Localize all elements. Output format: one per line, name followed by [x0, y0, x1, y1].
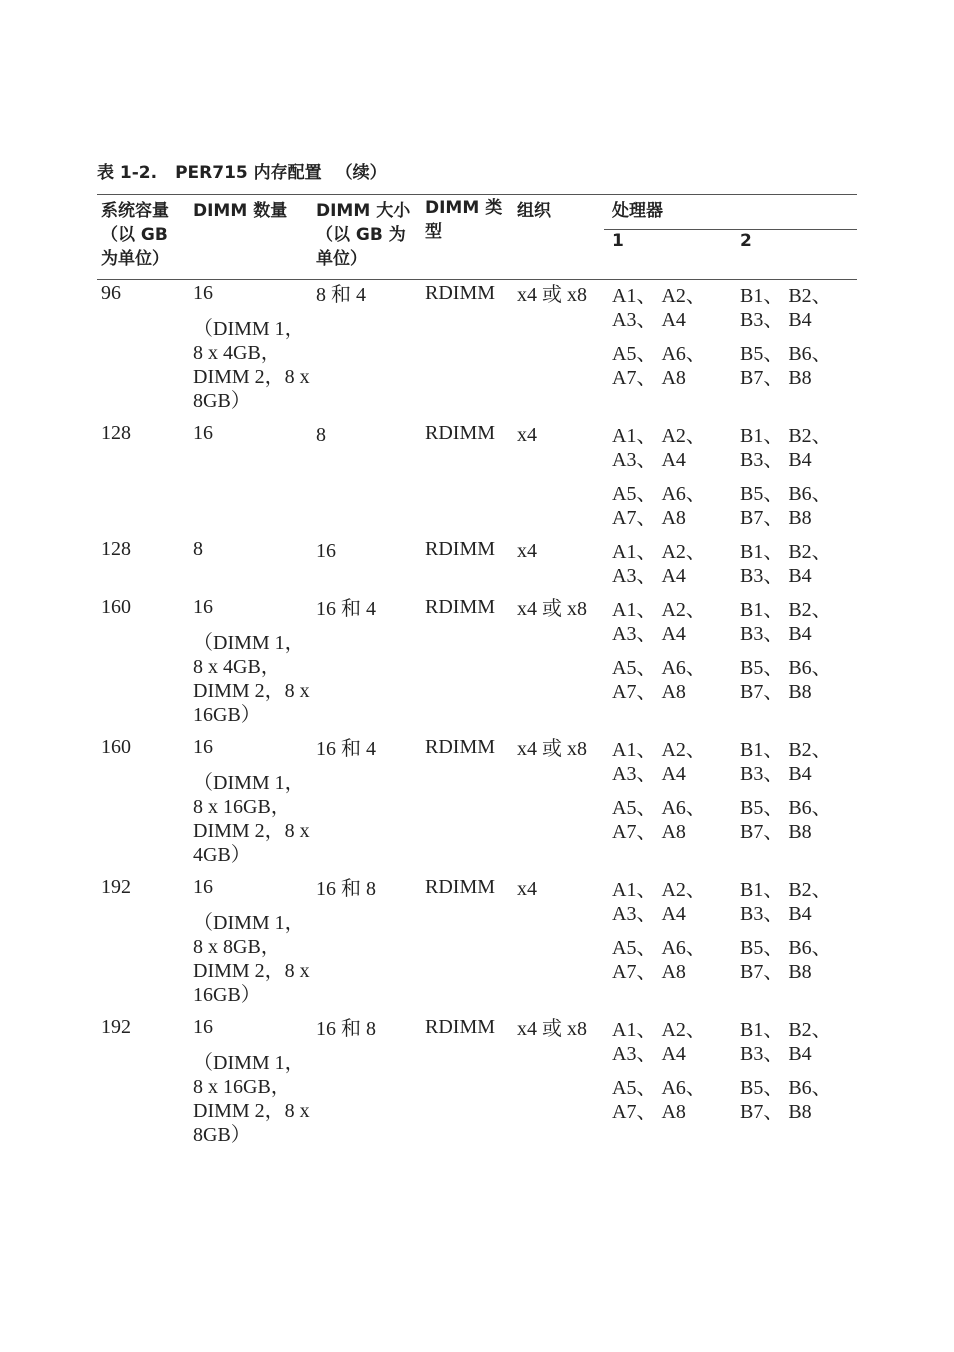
table-number: 表 1-2. — [97, 163, 158, 183]
dimm-count-value: 16 — [193, 876, 213, 898]
slot-group: A5、 A6、 A7、 A8 — [612, 483, 706, 529]
cell-processor-1 — [612, 540, 732, 588]
slot-group: B5、 B6、 B7、 B8 — [740, 937, 832, 983]
cell-organization: x4 或 x8 — [517, 738, 587, 760]
slot-group: B1、 B2、 B3、 B4 — [740, 739, 832, 785]
header-organization: 组织 — [517, 201, 551, 221]
table-header — [97, 194, 857, 280]
cell-dimm-type: RDIMM — [425, 876, 496, 898]
cell-processor-2 — [740, 738, 857, 844]
slot-group: A5、 A6、 A7、 A8 — [612, 1077, 706, 1123]
table-row — [97, 1014, 857, 1154]
table-continued: （续） — [335, 163, 387, 183]
cell-dimm-size: 8 和 4 — [316, 284, 366, 306]
cell-processor-2 — [740, 424, 857, 530]
slot-group: A1、 A2、 A3、 A4 — [612, 879, 706, 925]
slot-group: B1、 B2、 B3、 B4 — [740, 599, 832, 645]
dimm-count-value: 16 — [193, 422, 213, 444]
dimm-count-value: 16 — [193, 1016, 213, 1038]
dimm-count-note: （DIMM 1，8 x 8GB，DIMM 2，8 x 16GB） — [193, 912, 310, 1006]
dimm-count-note: （DIMM 1，8 x 16GB，DIMM 2，8 x 8GB） — [193, 1052, 310, 1146]
cell-organization: x4 或 x8 — [517, 1018, 587, 1040]
cell-capacity: 160 — [101, 736, 131, 758]
header-dimm-type: DIMM 类型 — [425, 198, 503, 242]
cell-dimm-count — [193, 1015, 311, 1147]
cell-dimm-type: RDIMM — [425, 538, 496, 560]
table-row — [97, 734, 857, 874]
cell-dimm-size: 16 — [316, 540, 336, 562]
cell-processor-1 — [612, 878, 732, 984]
slot-group: B1、 B2、 B3、 B4 — [740, 285, 832, 331]
cell-capacity: 192 — [101, 1016, 131, 1038]
slot-group: A1、 A2、 A3、 A4 — [612, 739, 706, 785]
cell-organization: x4 — [517, 424, 537, 446]
cell-dimm-size: 16 和 4 — [316, 738, 376, 760]
header-dimm-size: DIMM 大小（以 GB 为单位） — [316, 201, 411, 269]
cell-capacity: 128 — [101, 422, 131, 444]
cell-processor-1 — [612, 284, 732, 390]
slot-group: A5、 A6、 A7、 A8 — [612, 937, 706, 983]
cell-capacity: 96 — [101, 282, 121, 304]
cell-processor-2 — [740, 284, 857, 390]
cell-processor-1 — [612, 1018, 732, 1124]
cell-organization: x4 或 x8 — [517, 284, 587, 306]
cell-dimm-size: 16 和 8 — [316, 1018, 376, 1040]
cell-dimm-type: RDIMM — [425, 282, 496, 304]
table-title: PER715 内存配置 — [175, 163, 322, 183]
dimm-count-note: （DIMM 1，8 x 16GB，DIMM 2，8 x 4GB） — [193, 772, 310, 866]
header-capacity: 系统容量（以 GB 为单位） — [101, 201, 169, 269]
slot-group: B5、 B6、 B7、 B8 — [740, 343, 832, 389]
slot-group: A1、 A2、 A3、 A4 — [612, 541, 706, 587]
cell-processor-1 — [612, 738, 732, 844]
cell-dimm-size: 16 和 4 — [316, 598, 376, 620]
cell-processor-1 — [612, 598, 732, 704]
slot-group: B5、 B6、 B7、 B8 — [740, 1077, 832, 1123]
table-row — [97, 280, 857, 420]
cell-organization: x4 或 x8 — [517, 598, 587, 620]
slot-group: B1、 B2、 B3、 B4 — [740, 879, 832, 925]
header-processor-1: 1 — [612, 231, 624, 251]
dimm-count-note: （DIMM 1，8 x 4GB，DIMM 2，8 x 8GB） — [193, 318, 310, 412]
slot-group: A5、 A6、 A7、 A8 — [612, 657, 706, 703]
slot-group: A1、 A2、 A3、 A4 — [612, 599, 706, 645]
cell-dimm-count — [193, 595, 311, 727]
cell-capacity: 160 — [101, 596, 131, 618]
cell-processor-2 — [740, 1018, 857, 1124]
slot-group: A1、 A2、 A3、 A4 — [612, 425, 706, 471]
table-body — [97, 280, 857, 1154]
cell-capacity: 128 — [101, 538, 131, 560]
dimm-count-value: 16 — [193, 596, 213, 618]
slot-group: B5、 B6、 B7、 B8 — [740, 483, 832, 529]
cell-organization: x4 — [517, 540, 537, 562]
header-processor-label: 处理器 — [612, 201, 663, 221]
dimm-count-value: 8 — [193, 538, 203, 560]
cell-dimm-type: RDIMM — [425, 596, 496, 618]
cell-dimm-size: 8 — [316, 424, 326, 446]
cell-processor-2 — [740, 598, 857, 704]
cell-dimm-size: 16 和 8 — [316, 878, 376, 900]
cell-organization: x4 — [517, 878, 537, 900]
slot-group: B5、 B6、 B7、 B8 — [740, 657, 832, 703]
header-processor — [604, 195, 857, 230]
cell-dimm-count — [193, 875, 311, 1007]
cell-dimm-type: RDIMM — [425, 736, 496, 758]
cell-processor-2 — [740, 878, 857, 984]
cell-dimm-type: RDIMM — [425, 422, 496, 444]
slot-group: B5、 B6、 B7、 B8 — [740, 797, 832, 843]
slot-group: B1、 B2、 B3、 B4 — [740, 541, 832, 587]
slot-group: B1、 B2、 B3、 B4 — [740, 425, 832, 471]
dimm-count-value: 16 — [193, 736, 213, 758]
cell-dimm-count — [193, 421, 311, 445]
table-caption — [97, 158, 387, 183]
table-row — [97, 536, 857, 594]
memory-config-table — [97, 194, 857, 1154]
table-row — [97, 420, 857, 536]
slot-group: A1、 A2、 A3、 A4 — [612, 1019, 706, 1065]
cell-dimm-count — [193, 537, 311, 561]
cell-processor-1 — [612, 424, 732, 530]
slot-group: A5、 A6、 A7、 A8 — [612, 797, 706, 843]
cell-processor-2 — [740, 540, 857, 588]
cell-dimm-count — [193, 281, 311, 413]
header-dimm-count: DIMM 数量 — [193, 201, 288, 221]
table-row — [97, 594, 857, 734]
dimm-count-value: 16 — [193, 282, 213, 304]
dimm-count-note: （DIMM 1，8 x 4GB，DIMM 2，8 x 16GB） — [193, 632, 310, 726]
slot-group: A5、 A6、 A7、 A8 — [612, 343, 706, 389]
table-row — [97, 874, 857, 1014]
header-processor-2: 2 — [740, 231, 752, 251]
cell-capacity: 192 — [101, 876, 131, 898]
cell-dimm-type: RDIMM — [425, 1016, 496, 1038]
cell-dimm-count — [193, 735, 311, 867]
slot-group: A1、 A2、 A3、 A4 — [612, 285, 706, 331]
slot-group: B1、 B2、 B3、 B4 — [740, 1019, 832, 1065]
